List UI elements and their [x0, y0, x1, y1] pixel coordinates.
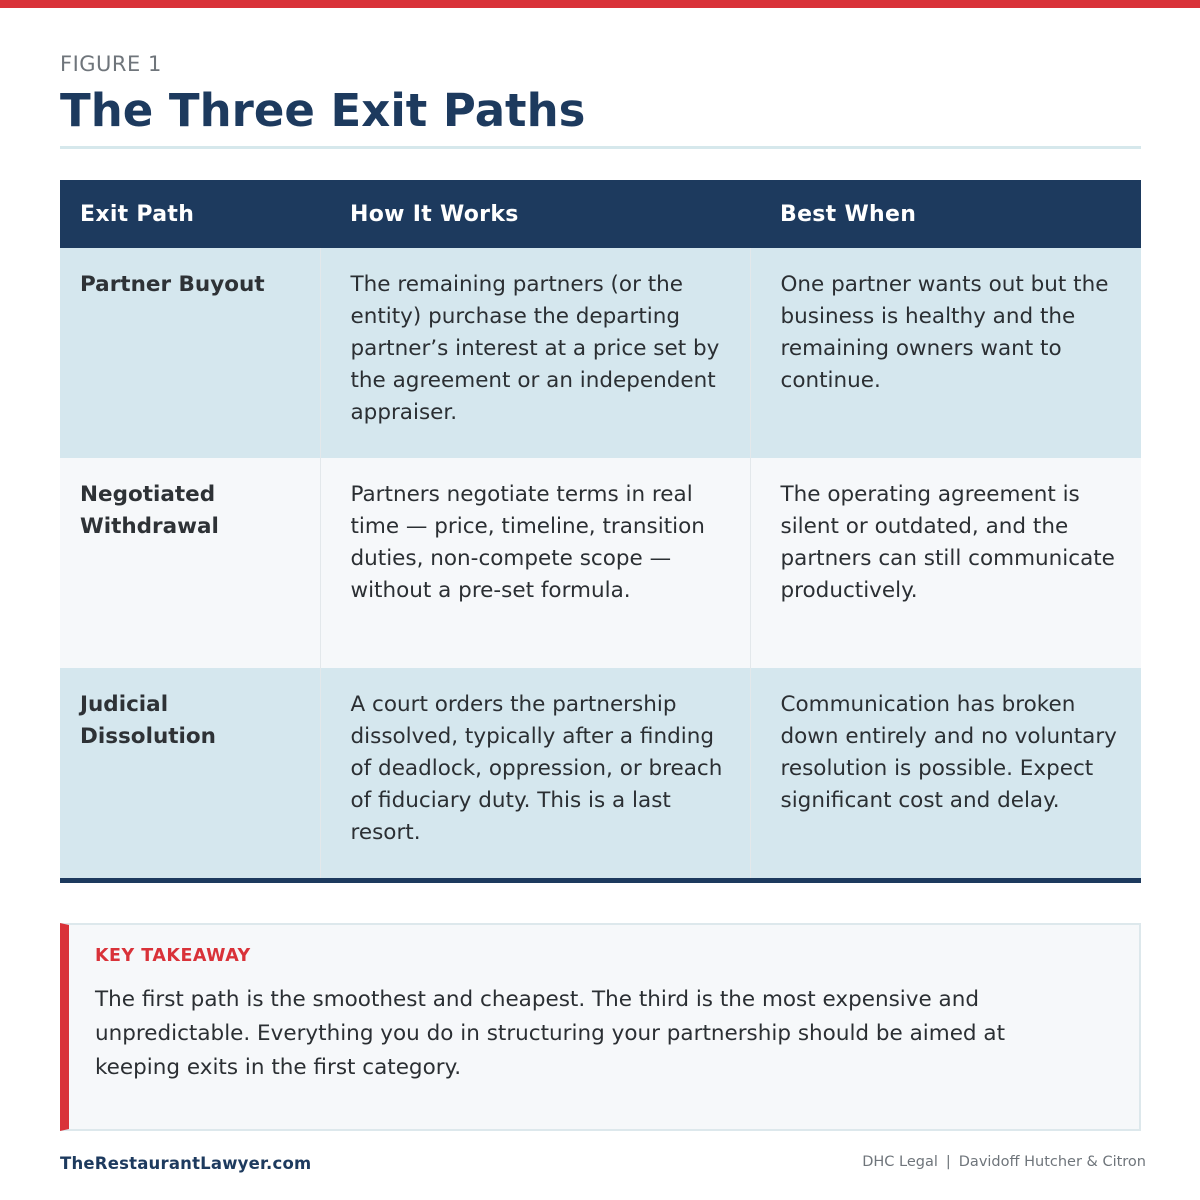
footer-firm-full: Davidoff Hutcher & Citron: [958, 1154, 1146, 1170]
column-header-best-when: Best When: [750, 180, 1141, 248]
exit-path-cell: Negotiated Withdrawal: [60, 458, 320, 668]
title-divider: [60, 146, 1141, 149]
best-when-cell: The operating agreement is silent or outdated, and the partners can still communicate productively.: [750, 458, 1141, 668]
key-takeaway-heading: KEY TAKEAWAY: [95, 946, 251, 966]
best-when-cell: Communication has broken down entirely and no voluntary resolution is possible. Expect significant cost and delay.: [750, 668, 1141, 878]
exit-path-cell: Partner Buyout: [60, 248, 320, 458]
exit-paths-table: [60, 180, 1141, 878]
table-row: [60, 668, 1141, 878]
footer-separator: |: [945, 1154, 951, 1170]
exit-path-cell: Judicial Dissolution: [60, 668, 320, 878]
table-row: [60, 248, 1141, 458]
table-header-row: [60, 180, 1141, 248]
best-when-cell: One partner wants out but the business is healthy and the remaining owners want to continue.: [750, 248, 1141, 458]
footer-firm-short: DHC Legal: [862, 1154, 938, 1170]
how-it-works-cell: Partners negotiate terms in real time — price, timeline, transition duties, non-compete scope — without a pre-set formula.: [320, 458, 750, 668]
figure-label: FIGURE 1: [60, 52, 162, 76]
footer-site-name: TheRestaurantLawyer.com: [60, 1154, 312, 1173]
key-takeaway-body: The first path is the smoothest and cheapest. The third is the most expensive and unpredictable. Everything you do in structuring your partnership should be aimed at keeping exits in the first category.: [95, 987, 1006, 1080]
top-accent-bar: [0, 0, 1200, 8]
footer-firm-credit: [862, 1154, 1146, 1170]
table-bottom-rule: [60, 878, 1141, 883]
column-header-exit-path: Exit Path: [60, 180, 320, 248]
column-header-how-it-works: How It Works: [320, 180, 750, 248]
how-it-works-cell: The remaining partners (or the entity) purchase the departing partner’s interest at a price set by the agreement or an independent appraiser.: [320, 248, 750, 458]
key-takeaway-callout: [60, 923, 1141, 1131]
table-row: [60, 458, 1141, 668]
page-title: The Three Exit Paths: [60, 84, 586, 137]
how-it-works-cell: A court orders the partnership dissolved, typically after a finding of deadlock, oppression, or breach of fiduciary duty. This is a last resort.: [320, 668, 750, 878]
